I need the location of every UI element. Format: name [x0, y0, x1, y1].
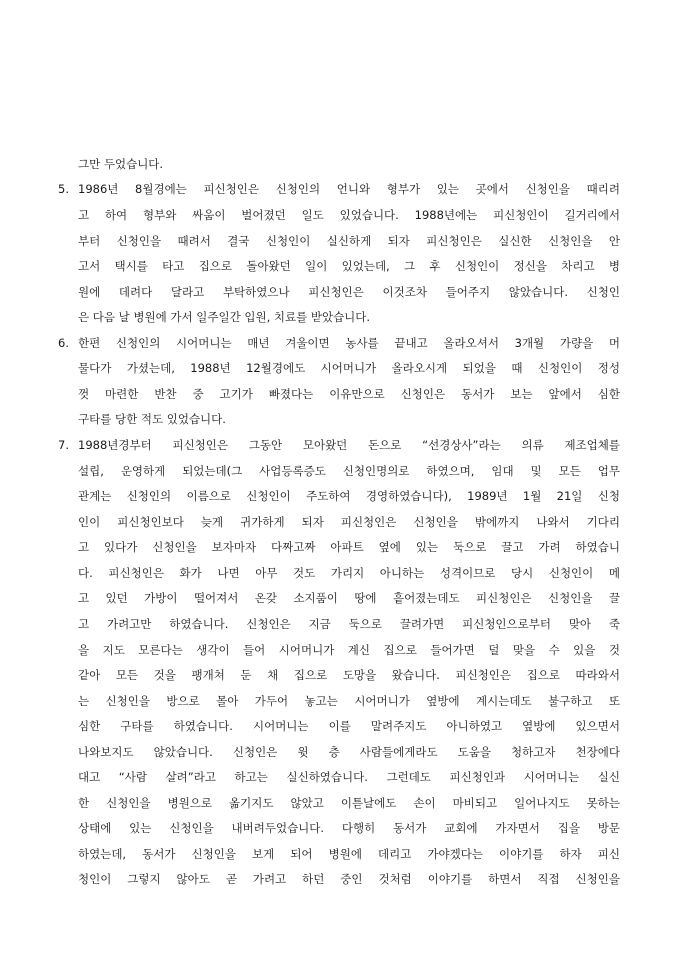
item-7-line: 청인이 그렇지 않아도 곧 가려고 하던 중인 것처럼 이야기를 하면서 직접 신청인을 [78, 872, 620, 886]
item-7-line: 같아 모든 것을 팽개쳐 둔 채 집으로 도망을 왔습니다. 피신청인은 집으로 따라와서 [78, 668, 620, 682]
item-7-line: 1988년경부터 피신청인은 그동안 모아왔던 돈으로 “선경상사”라는 의류 제조업체를 [78, 438, 620, 452]
item-5-line: 부터 신청인을 때려서 결국 신청인이 실신하게 되자 피신청인은 실신한 신청인을 안 [78, 234, 620, 248]
item-7-line: 을 지도 모른다는 생각이 들어 시어머니가 계신 집으로 들어가면 덜 맞을 수 있을 것 [78, 643, 620, 657]
item-5-line: 고서 택시를 타고 집으로 돌아왔던 일이 있었는데, 그 후 신청인이 정신을 차리고 병 [78, 259, 620, 273]
item-7-line: 는 신청인을 방으로 몰아 가두어 놓고는 시어머니가 옆방에 계시는데도 불구하고 또 [78, 694, 620, 708]
item-7-line: 고 있던 가방이 떨어져서 온갖 소지품이 땅에 흩어졌는데도 피신청인은 신청인을 끌 [78, 591, 620, 605]
item-7-line: 설립, 운영하게 되었는데(그 사업등록증도 신청인명의로 하였으며, 임대 및 모든 업무 [78, 464, 620, 478]
item-5-line: 원에 데려다 달라고 부탁하였으나 피신청인은 이것조차 들어주지 않았습니다. 신청인 [78, 285, 620, 299]
item-7-line: 다. 피신청인은 화가 나면 아무 것도 가리지 아니하는 성격이므로 당시 신청인이 메 [78, 566, 620, 580]
item-5-line: 1986년 8월경에는 피신청인은 신청인의 언니와 형부가 있는 곳에서 신청인을 때리려 [78, 182, 620, 196]
item-5-line: 은 다음 날 병원에 가서 일주일간 입원, 치료를 받았습니다. [78, 310, 371, 324]
item-7-line: 나와보지도 않았습니다. 신청인은 윗 층 사람들에게라도 도움을 청하고자 천장에다 [78, 745, 620, 759]
item-7-line: 상태에 있는 신청인을 내버려두었습니다. 다행히 동서가 교회에 가자면서 집을 방문 [78, 821, 620, 835]
item-6-line: 구타를 당한 적도 있었습니다. [78, 412, 226, 426]
item-7-line: 심한 구타를 하였습니다. 시어머니는 이를 말려주지도 아니하였고 옆방에 있으면서 [78, 719, 620, 733]
item-number: 7. [58, 438, 69, 452]
item-number: 6. [58, 336, 69, 350]
item-7-line: 고 가려고만 하였습니다. 신청인은 지금 둑으로 끌려가면 피신청인으로부터 맞아 죽 [78, 617, 620, 631]
item-7-line: 인이 피신청인보다 늦게 귀가하게 되자 피신청인은 신청인을 밖에까지 나와서 기다리 [78, 515, 620, 529]
item-number: 5. [58, 182, 69, 196]
item-7-line: 고 있다가 신청인을 보자마자 다짜고짜 아파트 옆에 있는 둑으로 끌고 가려 하였습니 [78, 540, 620, 554]
item-7-line: 하였는데, 동서가 신청인을 보게 되어 병원에 데리고 가야겠다는 이야기를 하자 피신 [78, 847, 620, 861]
item-7-line: 한 신청인을 병원으로 옮기지도 않았고 이튿날에도 손이 마비되고 일어나지도 못하는 [78, 796, 620, 810]
item-6-line: 물다가 가셨는데, 1988년 12월경에도 시어머니가 올라오시게 되었을 때 신청인이 정성 [78, 361, 620, 375]
item-6-line: 한편 신청인의 시어머니는 매년 겨울이면 농사를 끝내고 올라오셔서 3개월 가량을 머 [78, 336, 620, 350]
continuation-line: 그만 두었습니다. [78, 157, 164, 171]
item-6-line: 껏 마련한 반찬 중 고기가 빠졌다는 이유만으로 신청인은 동서가 보는 앞에서 심한 [78, 387, 620, 401]
item-5-line: 고 하여 형부와 싸움이 벌어졌던 일도 있었습니다. 1988년에는 피신청인이 길거리에서 [78, 208, 620, 222]
item-7-line: 대고 “사람 살려”라고 하고는 실신하였습니다. 그런데도 피신청인과 시어머니는 실신 [78, 770, 620, 784]
item-7-line: 관계는 신청인의 이름으로 신청인이 주도하여 경영하였습니다), 1989년 1월 21일 신청 [78, 489, 620, 503]
